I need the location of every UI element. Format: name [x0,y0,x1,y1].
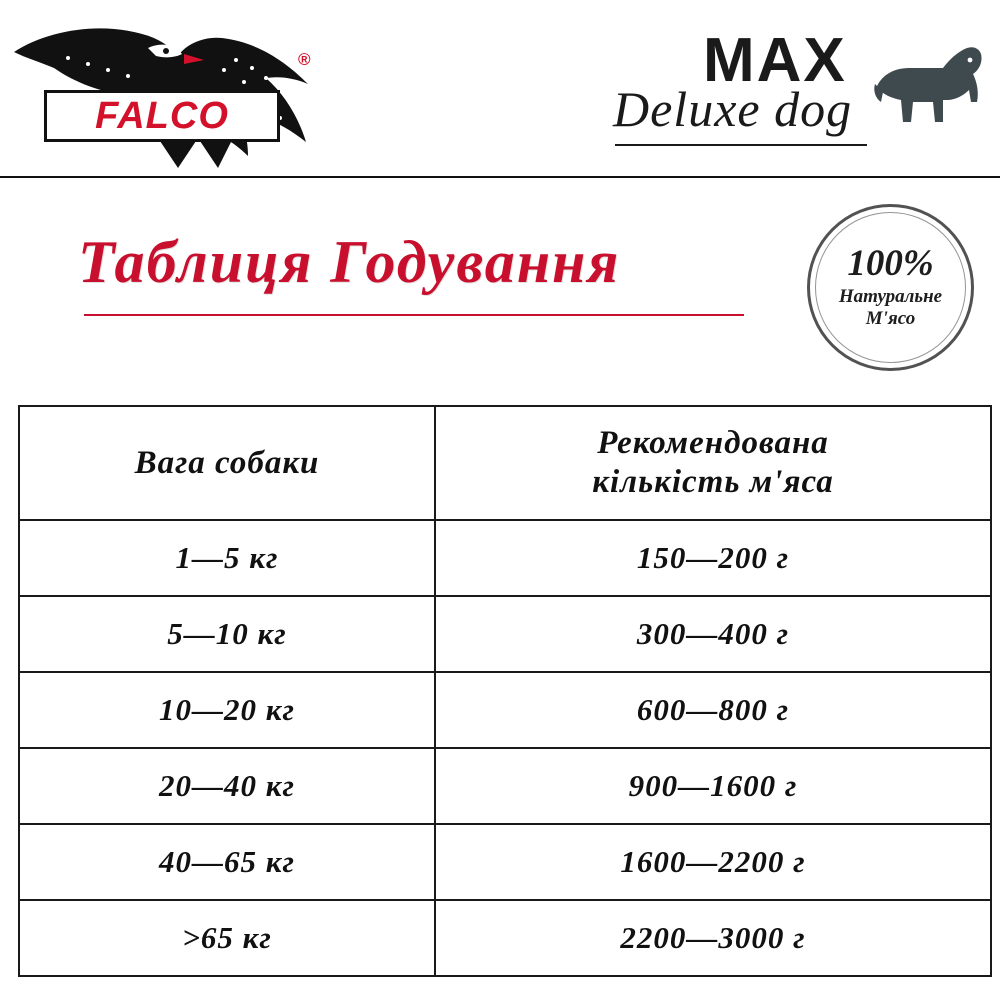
page-header [0,0,1000,178]
stamp-line-1: Натуральне [838,285,943,307]
cell-weight: 40—65 кг [19,824,435,900]
cell-weight: 20—40 кг [19,748,435,824]
cell-amount: 1600—2200 г [435,824,991,900]
column-header-weight: Вага собаки [19,406,435,520]
max-deluxe-dog-logo [585,22,985,162]
dog-silhouette-icon [873,40,985,132]
title-underline-divider [84,314,744,316]
natural-meat-stamp [803,200,978,375]
table-header-row [19,406,991,520]
column-header-amount-line1: Рекомендована [597,425,829,462]
falco-wordmark: FALCO [95,95,229,137]
registered-trademark-icon: ® [298,50,311,69]
title-section [0,178,1000,388]
max-wordmark: MAX [703,26,847,95]
table-row [19,672,991,748]
table-row [19,824,991,900]
feeding-table [18,405,992,977]
cell-amount: 2200—3000 г [435,900,991,976]
table-row [19,900,991,976]
cell-amount: 900—1600 г [435,748,991,824]
cell-amount: 300—400 г [435,596,991,672]
stamp-percent: 100% [847,242,934,284]
stamp-text-group [803,200,978,375]
deluxe-dog-wordmark: Deluxe dog [613,81,853,137]
table-body [19,520,991,976]
cell-weight: 5—10 кг [19,596,435,672]
table-row [19,596,991,672]
falco-logo [8,18,348,168]
cell-amount: 600—800 г [435,672,991,748]
page-title: Таблиця Годування [78,229,621,295]
table-header [19,406,991,520]
cell-weight: >65 кг [19,900,435,976]
max-underline-divider [615,144,867,146]
falco-wordmark-box [44,90,280,142]
table-row [19,748,991,824]
table-row [19,520,991,596]
column-header-amount [435,406,991,520]
cell-weight: 10—20 кг [19,672,435,748]
cell-weight: 1—5 кг [19,520,435,596]
column-header-amount-line2: кількість м'яса [592,464,834,500]
cell-amount: 150—200 г [435,520,991,596]
stamp-line-2: М'ясо [865,307,916,329]
